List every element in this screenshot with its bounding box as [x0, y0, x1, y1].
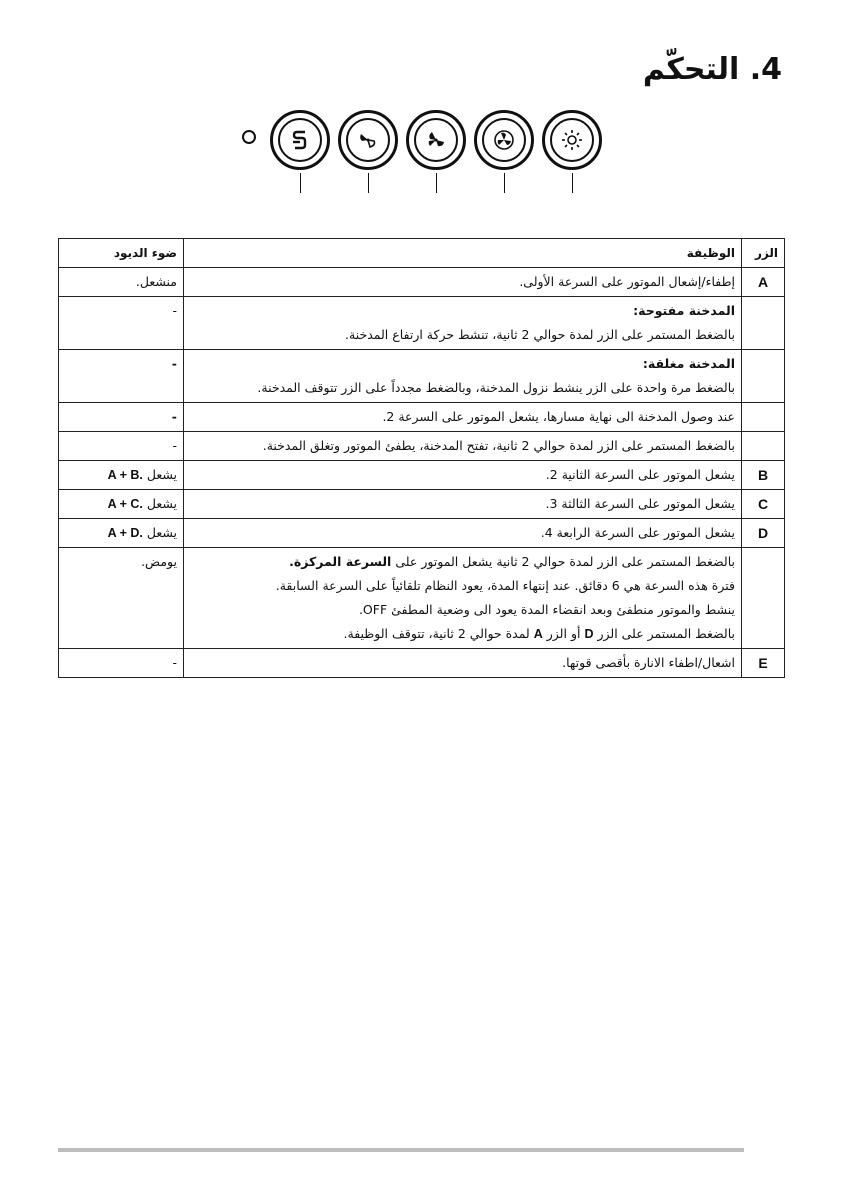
- row-key: C: [742, 490, 785, 519]
- row-led: [59, 519, 184, 548]
- button-a[interactable]: [270, 110, 330, 170]
- function-part: أو الزر: [546, 626, 581, 641]
- controls-table: [58, 238, 785, 678]
- table-row: [59, 490, 785, 519]
- table-row: [59, 268, 785, 297]
- button-d[interactable]: [474, 110, 534, 170]
- row-key: [742, 350, 785, 403]
- row-led: -: [59, 649, 184, 678]
- table-row: [59, 432, 785, 461]
- button-c-marker: [436, 173, 437, 193]
- row-function: عند وصول المدخنة الى نهاية مسارها، يشعل الموتور على السرعة 2.: [184, 403, 742, 432]
- control-panel: [230, 105, 610, 195]
- row-key: A: [742, 268, 785, 297]
- row-key: [742, 432, 785, 461]
- function-key-a: A: [533, 627, 543, 641]
- status-led: [242, 130, 256, 144]
- function-text: [190, 622, 735, 646]
- header-function: الوظيفة: [184, 239, 742, 268]
- led-word: يشعل: [146, 496, 177, 511]
- table-row: [59, 649, 785, 678]
- function-title: المدخنة مغلقة:: [642, 356, 735, 371]
- function-part: بالضغط المستمر على الزر لمدة حوالي 2 ثانية يشعل الموتور على: [395, 554, 735, 569]
- table-row: [59, 297, 785, 350]
- function-text: [190, 550, 735, 574]
- row-function: يشعل الموتور على السرعة الثالثة 3.: [184, 490, 742, 519]
- button-b[interactable]: [338, 110, 398, 170]
- row-led: -: [59, 432, 184, 461]
- row-key: B: [742, 461, 785, 490]
- function-part: لمدة حوالي 2 ثانية، تتوقف الوظيفة.: [343, 626, 530, 641]
- function-text: فترة هذه السرعة هي 6 دقائق. عند إنتهاء المدة، يعود النظام تلقائياً على السرعة السابقة.: [275, 578, 735, 593]
- table-header-row: [59, 239, 785, 268]
- table-row: [59, 350, 785, 403]
- led-keys: A + B.: [107, 468, 143, 482]
- row-function: [184, 548, 742, 649]
- row-function: اشعال/اطفاء الانارة بأقصى قوتها.: [184, 649, 742, 678]
- row-key: [742, 548, 785, 649]
- function-bold: السرعة المركزة.: [289, 554, 392, 569]
- row-key: [742, 403, 785, 432]
- function-title: المدخنة مفتوحة:: [633, 303, 735, 318]
- footer-divider: [58, 1148, 744, 1152]
- table-row: [59, 519, 785, 548]
- row-function: بالضغط المستمر على الزر لمدة حوالي 2 ثانية، تفتح المدخنة، يطفئ الموتور وتغلق المدخنة.: [184, 432, 742, 461]
- function-part: بالضغط المستمر على الزر: [597, 626, 735, 641]
- button-c[interactable]: [406, 110, 466, 170]
- button-b-marker: [368, 173, 369, 193]
- row-led: [59, 490, 184, 519]
- row-key: D: [742, 519, 785, 548]
- function-key-d: D: [584, 627, 594, 641]
- button-d-marker: [504, 173, 505, 193]
- header-key: الزر: [742, 239, 785, 268]
- function-text: بالضغط مرة واحدة على الزر ينشط نزول المدخنة، وبالضغط مجدداً على الزر تتوقف المدخنة.: [257, 380, 735, 395]
- row-led: -: [59, 297, 184, 350]
- button-a-marker: [300, 173, 301, 193]
- row-function: يشعل الموتور على السرعة الرابعة 4.: [184, 519, 742, 548]
- row-led: [59, 461, 184, 490]
- fan-speed-3-icon: [492, 128, 516, 152]
- table-row: [59, 403, 785, 432]
- fan-speed-2-icon: [424, 128, 448, 152]
- power-s-icon: [288, 128, 312, 152]
- fan-speed-1-icon: [356, 128, 380, 152]
- led-keys: A + C.: [107, 497, 143, 511]
- row-led: -: [59, 403, 184, 432]
- row-led: منشعل.: [59, 268, 184, 297]
- row-key: [742, 297, 785, 350]
- led-keys: A + D.: [107, 526, 143, 540]
- row-function: إطفاء/إشعال الموتور على السرعة الأولى.: [184, 268, 742, 297]
- header-led: ضوء الديود: [59, 239, 184, 268]
- row-key: E: [742, 649, 785, 678]
- row-function: يشعل الموتور على السرعة الثانية 2.: [184, 461, 742, 490]
- led-word: يشعل: [146, 525, 177, 540]
- table-row: [59, 548, 785, 649]
- table-row: [59, 461, 785, 490]
- page-title: 4. التحكّم: [642, 52, 782, 87]
- row-function: [184, 297, 742, 350]
- button-e[interactable]: [542, 110, 602, 170]
- function-text: ينشط والموتور منطفئ وبعد انقضاء المدة يعود الى وضعية المطفئ OFF.: [358, 602, 735, 617]
- led-word: يشعل: [146, 467, 177, 482]
- function-text: بالضغط المستمر على الزر لمدة حوالي 2 ثانية، تنشط حركة ارتفاع المدخنة.: [345, 327, 735, 342]
- row-led: -: [59, 350, 184, 403]
- row-function: [184, 350, 742, 403]
- light-icon: [560, 128, 584, 152]
- button-e-marker: [572, 173, 573, 193]
- row-led: يومض.: [59, 548, 184, 649]
